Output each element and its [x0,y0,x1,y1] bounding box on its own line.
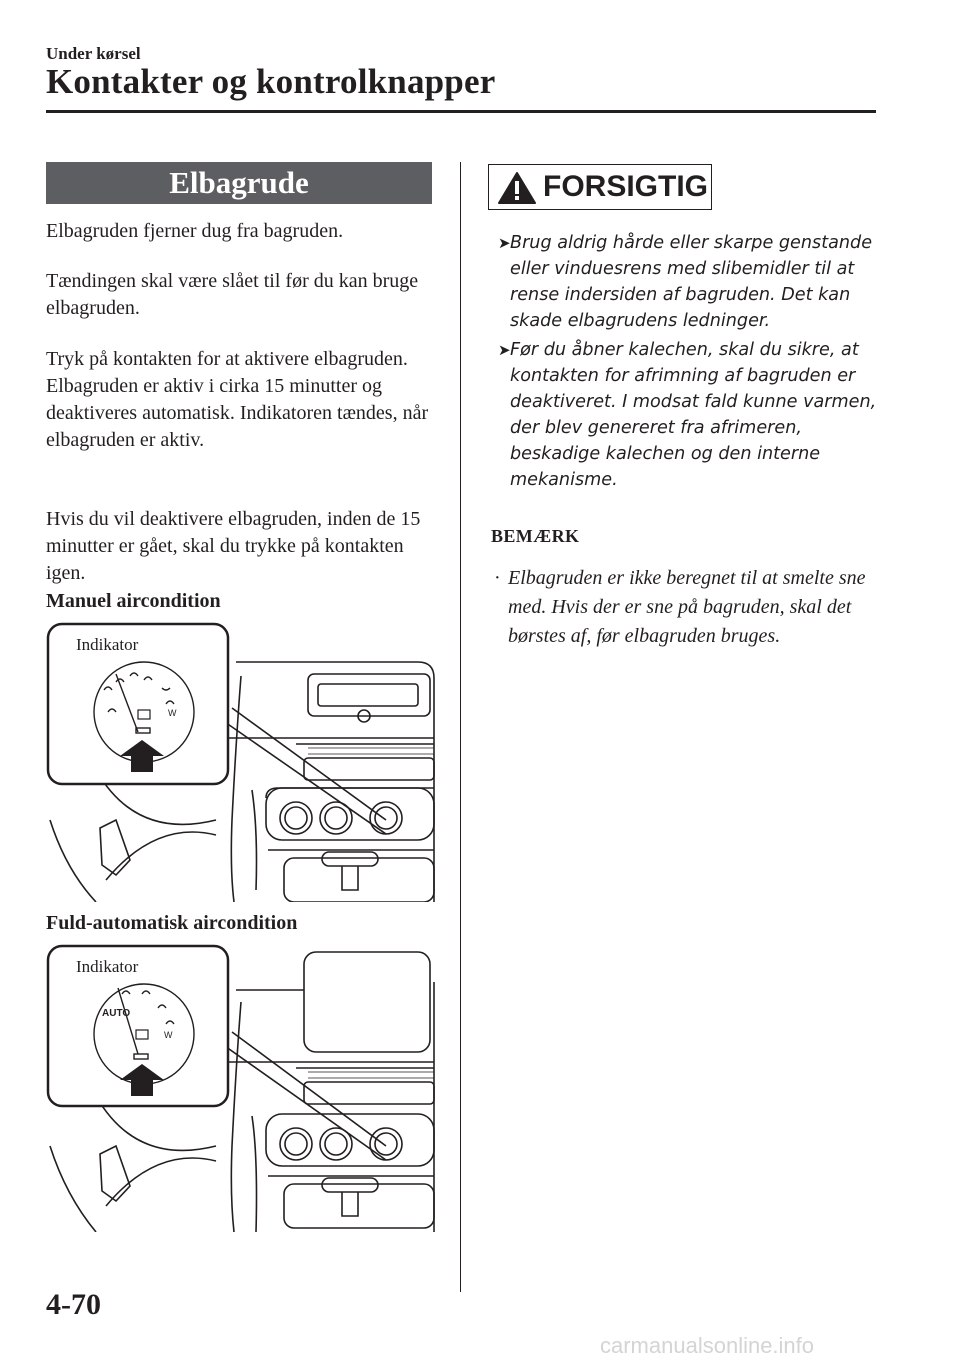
dashboard-illustration-manual [46,620,436,902]
bullet-arrow-icon: ➤ [498,341,511,359]
callout-indikator-manual: Indikator [76,635,139,654]
figure-auto-heading: Fuld-automatisk aircondition [46,912,298,934]
figure-manual-heading: Manuel aircondition [46,590,221,612]
caution-item [498,337,888,493]
section-title-bar: Elbagrude [46,162,432,204]
paragraph-activation: Tryk på kontakten for at aktivere elbagruden. Elbagruden er aktiv i cirka 15 minutter og deaktiveres automatisk. Indikatoren tændes, når elbagruden er aktiv. [46,348,429,451]
paragraph-ignition: Tændingen skal være slået til før du kan bruge elbagruden. [46,270,419,319]
bullet-arrow-icon: ➤ [498,234,511,252]
caution-item-text: Før du åbner kalechen, skal du sikre, at kontakten for afrimning af bagruden er deaktiveret. I modsat fald kunne varmen, der blev genereret fra afrimeren, beskadige kalechen og den interne mekanisme. [510,340,877,490]
paragraph-deactivation: Hvis du vil deaktivere elbagruden, inden de 15 minutter er gået, skal du trykke på kontakten igen. [46,508,421,584]
caution-item [498,230,888,334]
column-divider [460,162,461,1292]
figure-manual-dashboard [46,620,436,902]
note-item-text: Elbagruden er ikke beregnet til at smelte sne med. Hvis der er sne på bagruden, skal det børstes af, før elbagruden bruges. [508,567,866,647]
dashboard-illustration-auto [46,942,436,1232]
svg-text:W: W [168,708,177,718]
svg-text:W: W [164,1030,173,1040]
note-label: BEMÆRK [491,526,580,546]
watermark: carmanualsonline.info [600,1333,815,1358]
warning-triangle-icon [497,171,537,210]
caution-item-text: Brug aldrig hårde eller skarpe genstande eller vinduesrens med slibemidler til at rense indersiden af bagruden. Det kan skade elbagrudens ledninger. [510,233,873,331]
paragraph-purpose: Elbagruden fjerner dug fra bagruden. [46,220,344,242]
page-heading: Kontakter og kontrolknapper [46,62,496,101]
caution-title: FORSIGTIG [543,170,708,203]
section-label: Under kørsel [46,44,141,63]
auto-knob-label: AUTO [102,1008,131,1019]
heading-rule [46,110,876,113]
bullet-dot-icon: · [494,567,501,589]
figure-auto-dashboard [46,942,436,1232]
note-item [494,564,884,651]
callout-indikator-auto: Indikator [76,957,139,976]
page-number: 4-70 [46,1288,101,1321]
